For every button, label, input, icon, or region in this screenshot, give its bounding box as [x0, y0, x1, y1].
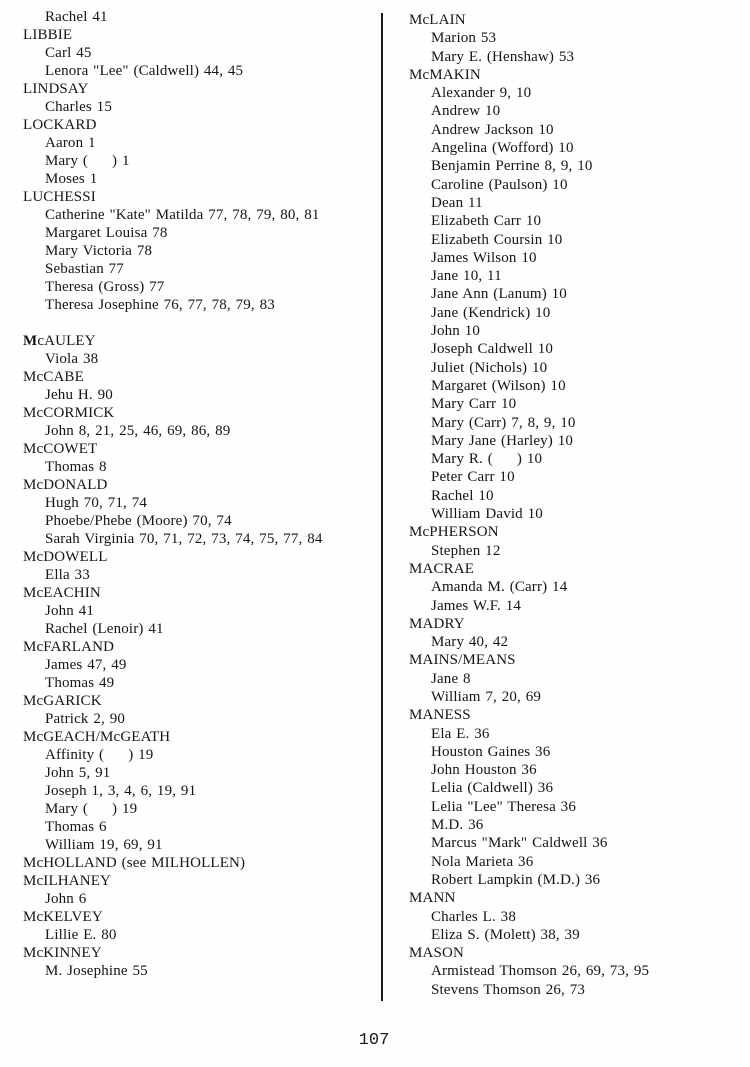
index-entry: Ela E. 36 — [431, 725, 490, 742]
index-entry: Rachel 10 — [431, 487, 494, 504]
index-entry: Sarah Virginia 70, 71, 72, 73, 74, 75, 77, 84 — [45, 531, 323, 547]
index-entry: Jane 10, 11 — [431, 268, 502, 285]
surname-header: McFARLAND — [23, 639, 115, 655]
index-entry: Joseph Caldwell 10 — [431, 341, 553, 358]
index-entry: Theresa Josephine 76, 77, 78, 79, 83 — [45, 297, 275, 313]
surname-header: McMAKIN — [409, 66, 481, 83]
index-entry: Mary Carr 10 — [431, 396, 517, 413]
surname-header: LIBBIE — [23, 27, 73, 43]
index-entry: Angelina (Wofford) 10 — [431, 140, 574, 157]
index-entry: Thomas 6 — [45, 819, 107, 835]
surname-header: McAULEY — [23, 333, 96, 349]
surname-header: MASON — [409, 945, 464, 962]
surname-header: McKELVEY — [23, 909, 103, 925]
index-entry: Juliet (Nichols) 10 — [431, 359, 548, 376]
index-entry: Andrew Jackson 10 — [431, 121, 554, 138]
index-entry: Phoebe/Phebe (Moore) 70, 74 — [45, 513, 232, 529]
index-entry: Alexander 9, 10 — [431, 85, 532, 102]
surname-header: LUCHESSI — [23, 189, 96, 205]
surname-header: McCORMICK — [23, 405, 115, 421]
index-entry: Marion 53 — [431, 30, 497, 47]
index-entry: Mary (Carr) 7, 8, 9, 10 — [431, 414, 576, 431]
index-entry: Margaret Louisa 78 — [45, 225, 168, 241]
index-entry: Moses 1 — [45, 171, 98, 187]
index-entry: Aaron 1 — [45, 135, 96, 151]
index-entry: James 47, 49 — [45, 657, 127, 673]
index-entry: Marcus "Mark" Caldwell 36 — [431, 835, 608, 852]
index-entry: John 8, 21, 25, 46, 69, 86, 89 — [45, 423, 231, 439]
surname-header: MANN — [409, 890, 456, 907]
index-entry: Armistead Thomson 26, 69, 73, 95 — [431, 963, 650, 980]
index-entry: Jane Ann (Lanum) 10 — [431, 286, 567, 303]
index-entry: John 6 — [45, 891, 87, 907]
index-entry: John Houston 36 — [431, 762, 537, 779]
index-entry: Charles 15 — [45, 99, 112, 115]
index-entry: Mary ( ) 19 — [45, 801, 138, 817]
index-entry: John 5, 91 — [45, 765, 111, 781]
index-entry: Andrew 10 — [431, 103, 501, 120]
index-entry: Theresa (Gross) 77 — [45, 279, 165, 295]
surname-header: McEACHIN — [23, 585, 101, 601]
index-entry: Mary 40, 42 — [431, 634, 509, 651]
index-entry: Houston Gaines 36 — [431, 743, 551, 760]
index-entry: Charles L. 38 — [431, 908, 516, 925]
index-entry: Robert Lampkin (M.D.) 36 — [431, 871, 601, 888]
index-entry: James W.F. 14 — [431, 597, 522, 614]
index-entry: William 19, 69, 91 — [45, 837, 163, 853]
index-entry: James Wilson 10 — [431, 249, 537, 266]
index-entry: M.D. 36 — [431, 817, 484, 834]
index-entry: Elizabeth Carr 10 — [431, 213, 542, 230]
index-entry: Patrick 2, 90 — [45, 711, 125, 727]
page-number: 107 — [358, 1031, 390, 1050]
index-entry: Jehu H. 90 — [45, 387, 113, 403]
surname-header: LINDSAY — [23, 81, 89, 97]
surname-header: McHOLLAND (see MILHOLLEN) — [23, 855, 246, 871]
index-entry: Mary ( ) 1 — [45, 153, 130, 169]
index-entry: Stephen 12 — [431, 542, 501, 559]
column-right — [409, 11, 744, 999]
index-entry: William 7, 20, 69 — [431, 688, 542, 705]
surname-header: McKINNEY — [23, 945, 102, 961]
index-entry: Affinity ( ) 19 — [45, 747, 154, 763]
index-entry: Joseph 1, 3, 4, 6, 19, 91 — [45, 783, 197, 799]
surname-header: MAINS/MEANS — [409, 652, 516, 669]
index-entry: Rachel 41 — [45, 9, 108, 25]
column-divider — [381, 13, 383, 1001]
surname-header: McCOWET — [23, 441, 98, 457]
index-entry: Stevens Thomson 26, 73 — [431, 981, 586, 998]
index-entry: John 41 — [45, 603, 95, 619]
index-entry: Elizabeth Coursin 10 — [431, 231, 563, 248]
surname-header: McGEACH/McGEATH — [23, 729, 171, 745]
index-entry: Lelia (Caldwell) 36 — [431, 780, 554, 797]
index-entry: Nola Marieta 36 — [431, 853, 534, 870]
index-entry: Mary E. (Henshaw) 53 — [431, 48, 575, 65]
index-entry: M. Josephine 55 — [45, 963, 148, 979]
index-entry: John 10 — [431, 323, 481, 340]
index-entry: Eliza S. (Molett) 38, 39 — [431, 926, 580, 943]
index-entry: Ella 33 — [45, 567, 90, 583]
surname-header: MACRAE — [409, 560, 475, 577]
index-entry: Carl 45 — [45, 45, 92, 61]
surname-header: McILHANEY — [23, 873, 111, 889]
surname-header: McLAIN — [409, 12, 466, 28]
surname-header: McGARICK — [23, 693, 102, 709]
index-entry: Jane (Kendrick) 10 — [431, 304, 551, 321]
index-entry: Peter Carr 10 — [431, 469, 515, 486]
index-entry: Margaret (Wilson) 10 — [431, 377, 566, 394]
surname-header: McPHERSON — [409, 524, 499, 541]
index-entry: Rachel (Lenoir) 41 — [45, 621, 164, 637]
index-entry: Thomas 8 — [45, 459, 107, 475]
index-entry: Mary Victoria 78 — [45, 243, 153, 259]
index-entry: William David 10 — [431, 506, 543, 523]
index-entry: Viola 38 — [45, 351, 99, 367]
surname-header: McDONALD — [23, 477, 108, 493]
index-entry: Catherine "Kate" Matilda 77, 78, 79, 80, 81 — [45, 207, 320, 223]
index-entry: Amanda M. (Carr) 14 — [431, 579, 568, 596]
surname-header: MANESS — [409, 707, 471, 724]
surname-header: LOCKARD — [23, 117, 97, 133]
index-entry: Thomas 49 — [45, 675, 115, 691]
index-entry: Dean 11 — [431, 194, 483, 211]
index-entry: Lillie E. 80 — [45, 927, 117, 943]
column-left — [23, 8, 375, 980]
index-entry: Caroline (Paulson) 10 — [431, 176, 568, 193]
index-entry: Lenora "Lee" (Caldwell) 44, 45 — [45, 63, 244, 79]
section-spacer — [23, 314, 375, 332]
index-entry: Jane 8 — [431, 670, 471, 687]
surname-header: MADRY — [409, 615, 465, 632]
index-entry: Hugh 70, 71, 74 — [45, 495, 148, 511]
index-entry: Lelia "Lee" Theresa 36 — [431, 798, 576, 815]
index-entry: Mary Jane (Harley) 10 — [431, 432, 574, 449]
surname-header: McDOWELL — [23, 549, 108, 565]
index-entry: Sebastian 77 — [45, 261, 124, 277]
index-entry: Mary R. ( ) 10 — [431, 451, 543, 468]
surname-header: McCABE — [23, 369, 84, 385]
index-entry: Benjamin Perrine 8, 9, 10 — [431, 158, 593, 175]
